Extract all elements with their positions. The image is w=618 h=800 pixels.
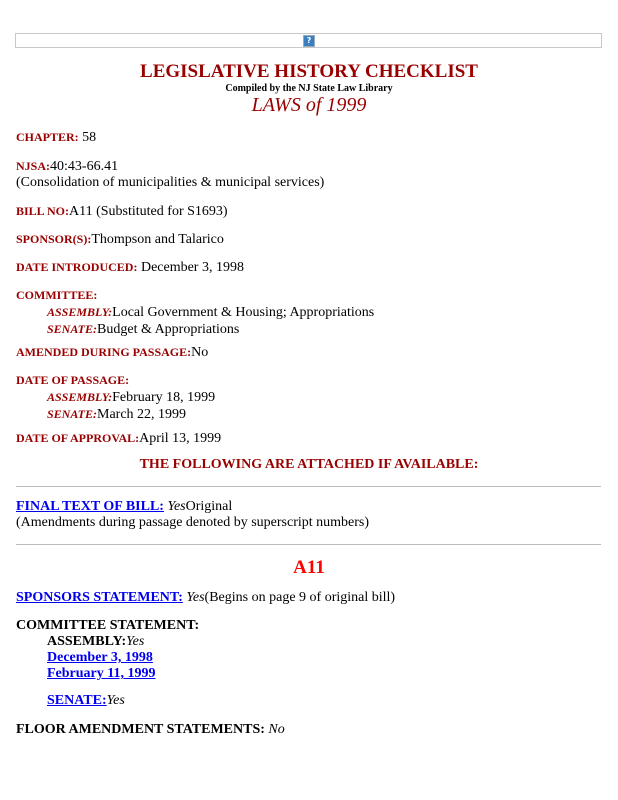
laws-year: LAWS of 1999 <box>251 94 367 116</box>
njsa-row: NJSA:40:43-66.41 (Consolidation of municipalities & municipal services) <box>16 159 325 190</box>
bill-heading: A11 <box>293 557 325 578</box>
passage-row: DATE OF PASSAGE: ASSEMBLY:February 18, 1999 SENATE:March 22, 1999 <box>16 373 216 422</box>
attached-heading: THE FOLLOWING ARE ATTACHED IF AVAILABLE: <box>139 457 479 472</box>
introduced-row: DATE INTRODUCED: December 3, 1998 <box>16 260 244 275</box>
committee-row: COMMITTEE: ASSEMBLY:Local Government & Housing; Appropriations SENATE:Budget & Appropriations <box>16 288 375 337</box>
sponsor-row: SPONSOR(S):Thompson and Talarico <box>16 232 224 247</box>
final-text-row: FINAL TEXT OF BILL: YesOriginal (Amendments during passage denoted by superscript numbers) <box>16 499 370 530</box>
final-text-link[interactable]: FINAL TEXT OF BILL: <box>16 499 164 514</box>
sponsors-statement-row: SPONSORS STATEMENT: Yes(Begins on page 9 of original bill) <box>16 590 396 605</box>
sponsors-statement-link[interactable]: SPONSORS STATEMENT: <box>16 590 183 605</box>
compiled-by: Compiled by the NJ State Law Library <box>225 83 393 94</box>
committee-statement-link[interactable]: December 3, 1998 <box>47 650 153 665</box>
floor-amendment-row: FLOOR AMENDMENT STATEMENTS: No <box>16 722 285 737</box>
divider <box>16 486 601 487</box>
approval-row: DATE OF APPROVAL:April 13, 1999 <box>16 431 222 446</box>
committee-statement: COMMITTEE STATEMENT: ASSEMBLY:Yes December 3, 1998 February 11, 1999 <box>16 618 200 681</box>
senate-statement-link[interactable]: SENATE: <box>47 693 107 708</box>
senate-statement-row: SENATE:Yes <box>47 693 125 708</box>
amended-row: AMENDED DURING PASSAGE:No <box>16 345 209 360</box>
page-title: LEGISLATIVE HISTORY CHECKLIST <box>140 61 478 82</box>
chapter-row: CHAPTER: 58 <box>16 130 97 145</box>
embedded-frame <box>15 33 602 48</box>
bill-row: BILL NO:A11 (Substituted for S1693) <box>16 204 228 219</box>
committee-statement-link[interactable]: February 11, 1999 <box>47 666 156 681</box>
divider <box>16 544 601 545</box>
help-icon[interactable]: ? <box>303 35 315 47</box>
